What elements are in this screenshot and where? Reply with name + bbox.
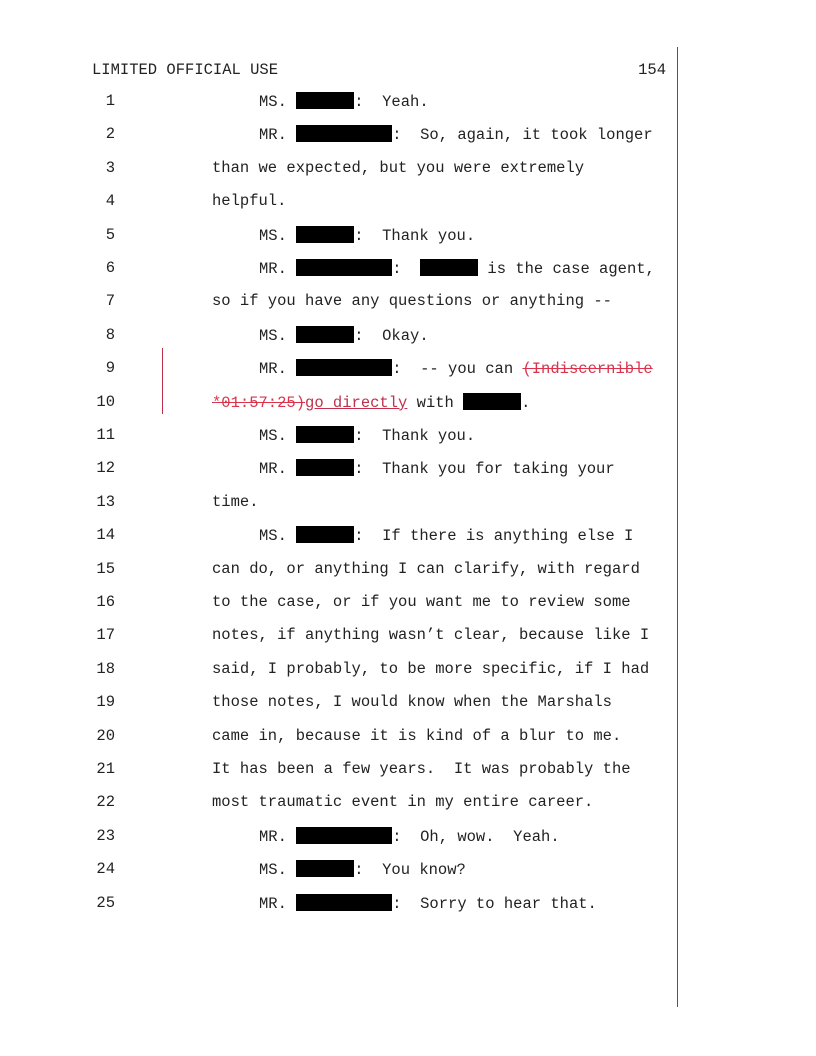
line-text [259, 894, 597, 913]
transcript-line [0, 426, 816, 448]
line-number: 5 [105, 225, 115, 244]
transcript-line [0, 226, 816, 248]
redaction-block [296, 827, 392, 844]
line-text: those notes, I would know when the Marshals [212, 693, 612, 712]
redaction-block [296, 259, 392, 276]
line-text: to the case, or if you want me to review some [212, 593, 631, 611]
transcript-line [0, 292, 816, 314]
speaker-title: MR. [259, 126, 287, 145]
transcript-line [0, 92, 816, 114]
speaker-title: MS. [259, 527, 287, 546]
transcript-line [0, 760, 816, 782]
transcript-line [0, 727, 816, 749]
line-text [259, 359, 653, 378]
line-number: 17 [96, 626, 115, 645]
line-number: 25 [96, 893, 115, 912]
redaction-block [296, 92, 354, 109]
redaction-block [420, 259, 478, 276]
line-number: 22 [96, 793, 115, 812]
transcript-line [0, 359, 816, 381]
transcript-line [0, 560, 816, 582]
speaker-title: MR. [259, 360, 287, 379]
speaker-title: MS. [259, 93, 287, 111]
speaker-title: MR. [259, 827, 287, 846]
line-number: 1 [105, 92, 115, 110]
utterance: : Thank you. [354, 226, 476, 245]
transcript-line [0, 125, 816, 147]
line-text [259, 125, 653, 144]
line-text [259, 92, 429, 111]
line-text: helpful. [212, 192, 287, 211]
line-number: 15 [96, 559, 115, 578]
speaker-title: MS. [259, 226, 287, 245]
transcript-line [0, 894, 816, 916]
speaker-title: MR. [259, 460, 287, 479]
line-number: 10 [96, 392, 115, 411]
line-number: 18 [96, 659, 115, 678]
transcript-line [0, 259, 816, 281]
line-text: can do, or anything I can clarify, with regard [212, 559, 640, 578]
utterance: : If there is anything else I [354, 527, 634, 546]
redaction-block [296, 459, 354, 476]
page-number: 154 [638, 61, 666, 79]
line-number: 4 [105, 192, 115, 211]
transcript-line [0, 693, 816, 715]
line-text [259, 526, 633, 545]
redaction-block [463, 393, 521, 410]
speaker-title: MR. [259, 260, 287, 278]
line-text [259, 259, 655, 278]
line-number: 9 [105, 359, 115, 378]
line-text [259, 860, 466, 879]
line-text [212, 393, 530, 412]
line-text [259, 326, 429, 345]
line-number: 13 [96, 492, 115, 511]
line-text: It has been a few years. It was probably the [212, 760, 631, 778]
deleted-text: *01:57:25) [212, 393, 306, 412]
line-number: 21 [96, 760, 115, 778]
transcript-line [0, 326, 816, 348]
redaction-block [296, 526, 354, 543]
line-text: than we expected, but you were extremely [212, 158, 585, 177]
line-number: 14 [96, 526, 115, 545]
line-text: notes, if anything wasn’t clear, because like I [212, 626, 650, 645]
utterance-end: . [521, 393, 531, 412]
utterance: : Sorry to hear that. [392, 894, 597, 913]
utterance: : So, again, it took longer [392, 126, 653, 145]
transcript-line [0, 793, 816, 815]
redaction-block [296, 894, 392, 911]
transcript-line [0, 626, 816, 648]
redaction-block [296, 326, 354, 343]
speaker-title: MS. [259, 427, 287, 445]
line-number: 6 [105, 259, 115, 277]
utterance: : Yeah. [354, 93, 429, 111]
transcript-line [0, 493, 816, 515]
line-text [259, 827, 560, 846]
line-number: 2 [105, 125, 115, 144]
classification-label: LIMITED OFFICIAL USE [92, 61, 279, 79]
line-number: 20 [96, 726, 115, 745]
inserted-text: go directly [305, 393, 408, 412]
speaker-title: MR. [259, 894, 287, 913]
transcript-line [0, 459, 816, 481]
speaker-title: MS. [259, 861, 287, 880]
line-number: 11 [96, 426, 115, 444]
transcript-line [0, 393, 816, 415]
transcript-line [0, 159, 816, 181]
utterance: : Oh, wow. Yeah. [392, 827, 560, 846]
transcript-line [0, 192, 816, 214]
line-number: 7 [105, 292, 115, 311]
utterance: with [407, 393, 464, 412]
line-text: so if you have any questions or anything -- [212, 292, 612, 311]
line-number: 16 [96, 593, 115, 611]
line-text [259, 226, 475, 245]
redaction-block [296, 125, 392, 142]
transcript-line [0, 526, 816, 548]
deleted-text: (Indiscernible [522, 360, 653, 379]
transcript-line [0, 827, 816, 849]
redaction-block [296, 359, 392, 376]
line-text [259, 459, 615, 478]
utterance: : You know? [354, 861, 466, 880]
utterance-continued: is the case agent, [478, 260, 655, 278]
transcript-line [0, 660, 816, 682]
line-number: 23 [96, 826, 115, 845]
utterance: : Thank you. [354, 427, 476, 445]
redaction-block [296, 226, 354, 243]
transcript-line [0, 593, 816, 615]
line-text [259, 426, 475, 445]
utterance: : -- you can [392, 360, 523, 379]
redaction-block [296, 860, 354, 877]
line-text: came in, because it is kind of a blur to me. [212, 726, 622, 745]
speaker-title: MS. [259, 326, 287, 345]
line-text: most traumatic event in my entire career. [212, 793, 594, 812]
transcript-line [0, 860, 816, 882]
line-number: 8 [105, 325, 115, 344]
line-text: time. [212, 492, 259, 511]
page-header [92, 61, 666, 81]
line-number: 12 [96, 459, 115, 478]
line-number: 19 [96, 693, 115, 712]
line-number: 3 [105, 158, 115, 177]
line-text: said, I probably, to be more specific, if I had [212, 659, 650, 678]
utterance: : Thank you for taking your [354, 460, 615, 479]
redaction-block [296, 426, 354, 443]
line-number: 24 [96, 860, 115, 879]
utterance: : Okay. [354, 326, 429, 345]
utterance: : [392, 260, 421, 278]
